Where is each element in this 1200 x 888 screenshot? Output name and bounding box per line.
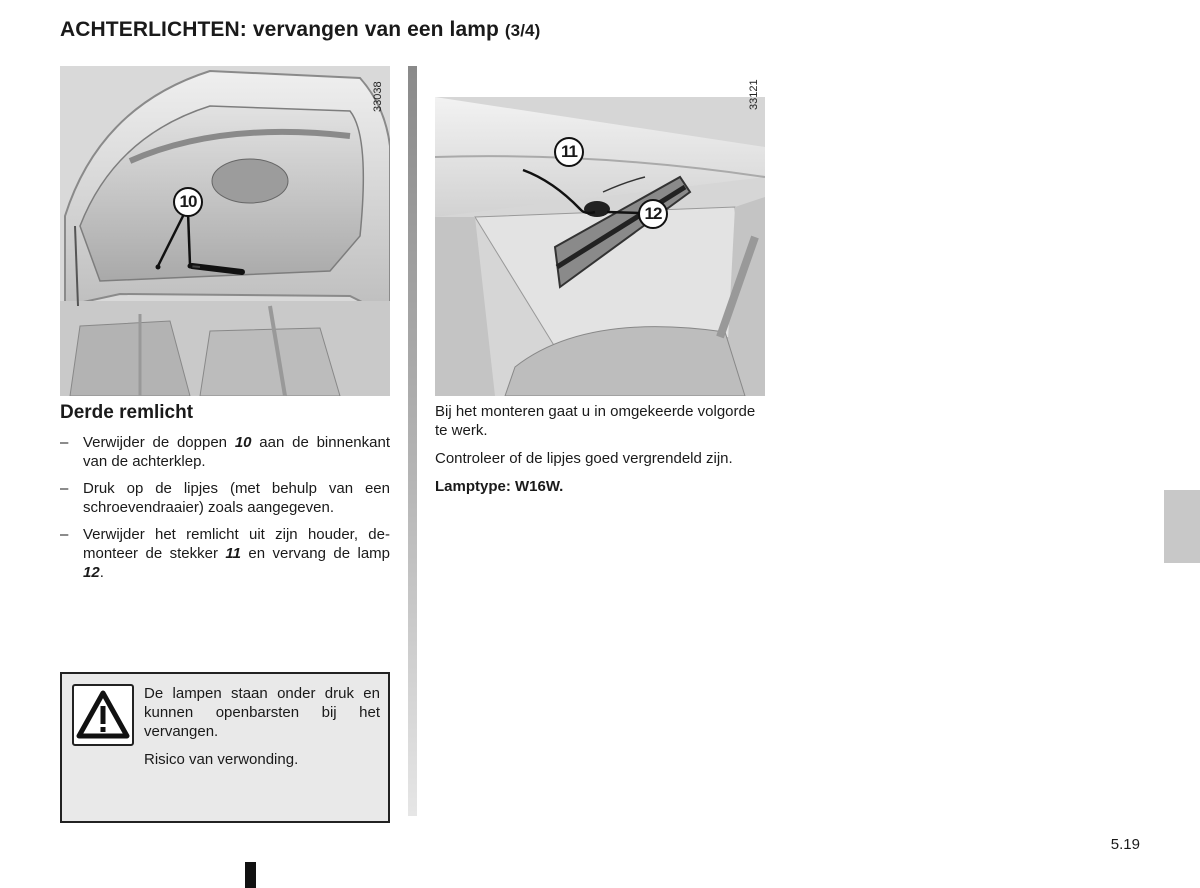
chapter-tab xyxy=(1164,490,1200,563)
warning-box xyxy=(60,672,390,823)
lamp-type: Lamptype: W16W. xyxy=(435,478,564,495)
list-item: – Verwijder de doppen 10 aan de binnenkant van de achterklep. xyxy=(60,434,390,470)
paragraph-check: Controleer of de lipjes goed vergrendeld zijn. xyxy=(435,450,733,467)
brake-light-illustration xyxy=(435,97,765,396)
page-title-main: ACHTERLICHTEN: vervangen van een lamp xyxy=(60,18,499,41)
warning-line-2: Risico van verwonding. xyxy=(144,751,299,768)
page-title xyxy=(60,18,540,42)
callout-11: 11 xyxy=(554,137,584,167)
crop-mark xyxy=(245,862,256,888)
list-item: – Druk op de lipjes (met behulp van een schroevendraaier) zoals aangegeven. xyxy=(60,480,390,516)
warning-triangle-icon xyxy=(72,684,134,746)
ref-10: 10 xyxy=(234,434,252,451)
figure-ref-right: 33121 xyxy=(748,79,760,110)
warning-line-1: De lampen staan onder druk en kunnen openbarsten bij het vervangen. xyxy=(144,685,380,740)
paragraph-reassembly: Bij het monteren gaat u in omgekeerde volgorde te werk. xyxy=(435,403,756,439)
right-text xyxy=(435,402,765,505)
page-title-sub: (3/4) xyxy=(504,21,541,40)
list-item: – Verwijder het remlicht uit zijn houder, demonteer de stekker 11 en vervang de lamp 12. xyxy=(60,526,391,581)
callout-10: 10 xyxy=(173,187,203,217)
page-number: 5.19 xyxy=(1110,836,1140,853)
ref-11: 11 xyxy=(225,545,241,562)
column-divider xyxy=(408,66,417,816)
figure-ref-left: 33038 xyxy=(372,81,384,112)
section-heading: Derde remlicht xyxy=(60,402,194,423)
steps-list xyxy=(60,433,390,590)
tailgate-illustration xyxy=(60,66,390,396)
ref-12: 12 xyxy=(83,564,100,581)
warning-text xyxy=(144,684,380,778)
callout-12: 12 xyxy=(638,199,668,229)
